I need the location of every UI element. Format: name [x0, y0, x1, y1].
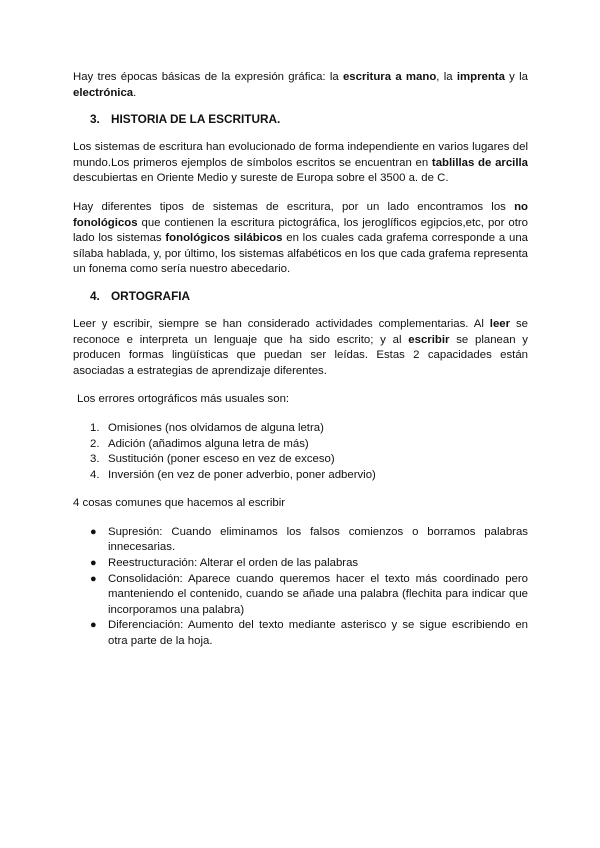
intro-bold-imprenta: imprenta	[456, 71, 505, 83]
bullet-item	[73, 618, 528, 649]
bold-term: leer	[489, 317, 511, 330]
list-item-text: Sustitución (poner esceso en vez de exceso)	[108, 453, 335, 466]
bold-term: escribir	[408, 333, 450, 346]
list-number: 3.	[90, 453, 100, 466]
common-list	[73, 525, 528, 650]
bullet-item	[73, 525, 528, 556]
intro-text: Hay tres épocas básicas de la expresión gráfica: la	[73, 71, 343, 83]
paragraph-text: descubiertas en Oriente Medio y sureste de Europa sobre el 3500 a. de C.	[73, 172, 449, 185]
section-3-paragraph-1	[73, 140, 528, 187]
errors-list	[73, 421, 528, 483]
intro-bold-electronica: electrónica	[73, 86, 134, 99]
list-item-text: Inversión (en vez de poner adverbio, poner adbervio)	[108, 468, 376, 481]
list-item	[73, 452, 528, 468]
document-content	[73, 70, 528, 650]
bullet-item	[73, 556, 528, 572]
paragraph-text: Hay diferentes tipos de sistemas de escritura, por un lado encontramos los	[73, 200, 515, 213]
bullet-item-text: Consolidación: Aparece cuando queremos hacer el texto más coordinado pero manteniendo el contenido, cuando se añade una palabra (flechita para indicar que incorporamos una palabra)	[108, 572, 528, 616]
section-number: 4.	[90, 288, 100, 303]
intro-paragraph	[73, 70, 528, 101]
bullet-icon: ●	[90, 619, 97, 632]
bold-term: no fonológicos	[73, 200, 528, 229]
section-number: 3.	[90, 112, 100, 127]
section-3-paragraph-2	[73, 200, 528, 278]
list-number: 2.	[90, 437, 100, 450]
section-title: ORTOGRAFIA	[111, 288, 191, 303]
list-item	[73, 421, 528, 437]
intro-text: y la	[504, 71, 528, 83]
section-4-paragraph-1	[73, 317, 528, 379]
bullet-icon: ●	[90, 557, 97, 570]
intro-text: .	[133, 86, 137, 99]
list-number: 1.	[90, 421, 100, 434]
paragraph-text: se planean y producen formas lingüísticas que puedan ser leídas. Estas 2 capacidades están asociadas a estrategias de aprendizaje diferentes.	[73, 333, 529, 377]
intro-bold-escritura: escritura a mano	[342, 71, 437, 83]
list-item-text: Omisiones (nos olvidamos de alguna letra)	[108, 421, 324, 434]
common-intro: 4 cosas comunes que hacemos al escribir	[73, 497, 286, 510]
intro-text: , la	[436, 71, 457, 83]
list-number: 4.	[90, 468, 100, 481]
list-item	[73, 468, 528, 484]
bullet-item-text: Supresión: Cuando eliminamos los falsos comienzos o borramos palabras innecesarias.	[108, 525, 528, 554]
section-4-heading	[73, 288, 528, 304]
paragraph-text: Leer y escribir, siempre se han considerado actividades complementarias. Al	[73, 317, 490, 330]
paragraph-text: se reconoce e interpreta un lenguaje que ha sido escrito; y al	[73, 317, 528, 346]
paragraph-text: Los sistemas de escritura han evolucionado de forma independiente en varios lugares del mundo.Los primeros ejemplos de símbolos escritos se encuentran en	[73, 141, 528, 169]
list-item	[73, 437, 528, 453]
list-item-text: Adición (añadimos alguna letra de más)	[108, 437, 309, 450]
bullet-item-text: Reestructuración: Alterar el orden de las palabras	[108, 557, 359, 570]
bullet-icon: ●	[90, 525, 97, 538]
section-3-heading	[73, 111, 528, 127]
paragraph-text: que contienen la escritura pictográfica, los jeroglíficos egipcios,etc, por otro lado los sistemas	[73, 216, 528, 245]
paragraph-text: en los cuales cada grafema corresponde a una sílaba hablada, y, por último, los sistemas alfabéticos en los que cada grafema representa un fonema como sería nuestro abecedario.	[73, 232, 528, 276]
bold-term: fonológicos silábicos	[165, 232, 283, 245]
section-title: HISTORIA DE LA ESCRITURA.	[111, 112, 281, 127]
errors-intro: Los errores ortográficos más usuales son:	[77, 393, 290, 406]
bold-term: tablillas de arcilla	[431, 156, 529, 169]
bullet-item	[73, 572, 528, 619]
bullet-item-text: Diferenciación: Aumento del texto mediante asterisco y se sigue escribiendo en otra parte de la hoja.	[108, 619, 528, 648]
bullet-icon: ●	[90, 572, 97, 585]
